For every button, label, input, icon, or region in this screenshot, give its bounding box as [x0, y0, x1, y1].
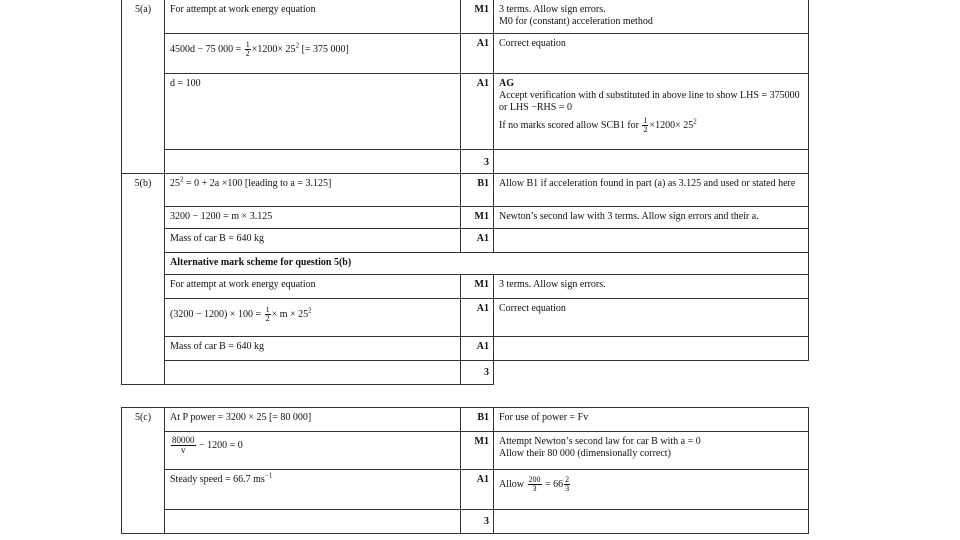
- answer-cell: For attempt at work energy equation: [165, 0, 461, 34]
- table-row: [122, 74, 809, 150]
- fraction: [642, 117, 648, 134]
- alternative-header: Alternative mark scheme for question 5(b): [165, 253, 809, 275]
- table-row: [122, 408, 809, 432]
- answer-cell: [165, 361, 461, 385]
- fraction: [265, 306, 271, 323]
- mark-cell: B1: [461, 174, 494, 207]
- equation-text: ×1200× 25: [251, 43, 296, 55]
- denominator: v: [181, 445, 186, 455]
- guidance-cell: [494, 510, 809, 534]
- total-cell: 3: [461, 361, 494, 385]
- answer-cell: Mass of car B = 640 kg: [165, 229, 461, 253]
- answer-cell: [165, 470, 461, 510]
- answer-cell: Mass of car B = 640 kg: [165, 337, 461, 361]
- table-row: [122, 150, 809, 174]
- answer-cell: [165, 150, 461, 174]
- mark-cell: M1: [461, 275, 494, 299]
- question-label: 5(a): [122, 0, 165, 174]
- guidance-line: Attempt Newton’s second law for car B with a = 0: [499, 436, 701, 447]
- table-row: [122, 299, 809, 337]
- mark-cell: A1: [461, 74, 494, 150]
- table-row: [122, 34, 809, 74]
- guidance-cell: 3 terms. Allow sign errors.: [494, 275, 809, 299]
- exponent: 2: [295, 41, 300, 50]
- guidance-cell: For use of power = Fv: [494, 408, 809, 432]
- denominator: 2: [265, 314, 270, 323]
- fraction: [564, 476, 570, 493]
- equation-text: 4500d − 75 000 =: [170, 43, 244, 55]
- guidance-cell: [494, 74, 809, 150]
- table-row: [122, 0, 809, 34]
- mark-scheme-table-5c: [121, 407, 809, 534]
- guidance-cell: Correct equation: [494, 34, 809, 74]
- guidance-text: ×1200× 25: [649, 119, 694, 131]
- denominator: 2: [245, 49, 250, 58]
- numerator: 1: [643, 116, 648, 125]
- mark-cell: M1: [461, 0, 494, 34]
- mark-cell: A1: [461, 470, 494, 510]
- answer-cell: d = 100: [165, 74, 461, 150]
- guidance-line: 3 terms. Allow sign errors.: [499, 4, 606, 15]
- table-row: [122, 510, 809, 534]
- mark-scheme-table-5ab: [121, 0, 809, 385]
- equation-text: − 1200 = 0: [196, 439, 243, 451]
- answer-cell: At P power = 3200 × 25 [= 80 000]: [165, 408, 461, 432]
- answer-cell: [165, 174, 461, 207]
- numerator: 1: [245, 40, 250, 49]
- guidance-cell: [494, 470, 809, 510]
- guidance-cell: Correct equation: [494, 299, 809, 337]
- guidance-cell: [494, 150, 809, 174]
- guidance-cell: [494, 229, 809, 253]
- answer-cell: For attempt at work energy equation: [165, 275, 461, 299]
- table-row: [122, 337, 809, 361]
- numerator: 80000: [172, 435, 195, 445]
- guidance-cell: Allow B1 if acceleration found in part (a) as 3.125 and used or stated here: [494, 174, 809, 207]
- fraction: [528, 476, 542, 493]
- guidance-line: AG: [499, 78, 514, 89]
- mark-cell: A1: [461, 229, 494, 253]
- guidance-cell: [494, 361, 809, 385]
- guidance-line: Accept verification with d substituted in above line to show LHS = 375000 or LHS −RHS = 0: [499, 90, 800, 113]
- table-row: [122, 253, 809, 275]
- equation-text: Steady speed = 66.7 ms: [170, 474, 265, 485]
- table-row: [122, 229, 809, 253]
- fraction: [245, 41, 251, 58]
- total-cell: 3: [461, 510, 494, 534]
- guidance-cell: [494, 337, 809, 361]
- guidance-text: If no marks scored allow SCB1 for: [499, 119, 642, 131]
- table-row: [122, 174, 809, 207]
- denominator: 3: [532, 484, 537, 493]
- guidance-cell: [494, 432, 809, 470]
- question-label: 5(c): [122, 408, 165, 534]
- equation-text: [= 375 000]: [299, 43, 349, 55]
- exponent: 2: [693, 117, 697, 126]
- guidance-cell: Newton’s second law with 3 terms. Allow sign errors and their a.: [494, 207, 809, 229]
- total-cell: 3: [461, 150, 494, 174]
- mark-cell: M1: [461, 207, 494, 229]
- table-row: [122, 470, 809, 510]
- denominator: 2: [643, 125, 648, 134]
- equation-text: = 0 + 2a ×100 [leading to a = 3.125]: [183, 178, 332, 189]
- guidance-text: = 66: [542, 478, 564, 490]
- answer-cell: [165, 510, 461, 534]
- mark-cell: A1: [461, 337, 494, 361]
- guidance-line: M0 for (constant) acceleration method: [499, 16, 653, 27]
- mark-cell: M1: [461, 432, 494, 470]
- equation-text: × m × 25: [271, 308, 309, 320]
- table-row: [122, 275, 809, 299]
- guidance-line: Allow their 80 000 (dimensionally correct): [499, 448, 671, 459]
- denominator: 3: [565, 484, 570, 493]
- mark-cell: B1: [461, 408, 494, 432]
- guidance-cell: [494, 0, 809, 34]
- answer-cell: 3200 − 1200 = m × 3.125: [165, 207, 461, 229]
- numerator: 200: [528, 475, 541, 484]
- table-row: [122, 207, 809, 229]
- answer-cell: [165, 299, 461, 337]
- mark-cell: A1: [461, 299, 494, 337]
- fraction: [171, 436, 196, 455]
- answer-cell: [165, 432, 461, 470]
- equation-text: (3200 − 1200) × 100 =: [170, 308, 264, 320]
- answer-cell: [165, 34, 461, 74]
- numerator: 1: [265, 305, 270, 314]
- exponent: −1: [264, 471, 273, 480]
- guidance-line: [499, 117, 803, 134]
- question-label: 5(b): [122, 174, 165, 385]
- numerator: 2: [565, 475, 570, 484]
- exponent: 2: [308, 306, 312, 315]
- table-row: [122, 432, 809, 470]
- table-row: [122, 361, 809, 385]
- exponent: 2: [180, 175, 184, 184]
- mark-cell: A1: [461, 34, 494, 74]
- equation-text: 25: [170, 178, 180, 189]
- guidance-text: Allow: [499, 478, 527, 490]
